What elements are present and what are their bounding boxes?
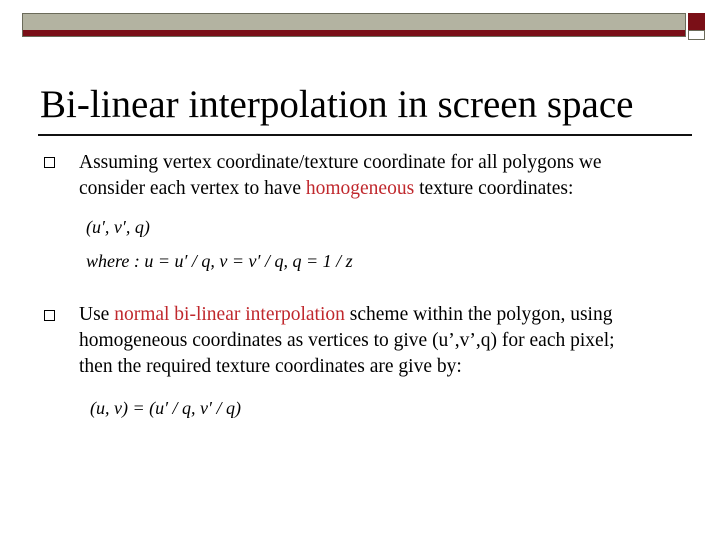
bullet-2-line2: homogeneous coordinates as vertices to give (u’,v’,q) for each pixel; [79,330,615,351]
bullet-2-highlight: normal bi-linear interpolation [114,304,345,325]
bullet-2-line1-pre: Use [79,304,115,325]
square-bullet-icon [44,157,55,168]
bullet-2-line3: then the required texture coordinates are give by: [79,356,462,377]
corner-square-filled [688,13,705,30]
bullet-1-line2-pre: consider each vertex to have [79,178,306,199]
bullet-1-text [79,150,602,202]
bullet-1-line1: Assuming vertex coordinate/texture coordinate for all polygons we [79,152,602,173]
bullet-2-text [79,302,615,380]
bullet-1-line2-post: texture coordinates: [414,178,574,199]
equation-homogeneous-coords: (u′, v′, q) [86,217,150,237]
title-underline [38,134,692,136]
slide-title: Bi-linear interpolation in screen space [40,83,634,126]
equation-where-definition: where : u = u′ / q, v = v′ / q, q = 1 / z [86,251,353,271]
square-bullet-icon [44,310,55,321]
header-decoration-band [22,13,686,37]
bullet-1-highlight: homogeneous [305,178,415,199]
header-band-light [23,14,685,30]
corner-square-outline [688,30,705,40]
bullet-2-line1-post: scheme within the polygon, using [344,304,613,325]
header-band-dark [23,30,685,36]
equation-texture-result: (u, v) = (u′ / q, v′ / q) [90,398,241,418]
